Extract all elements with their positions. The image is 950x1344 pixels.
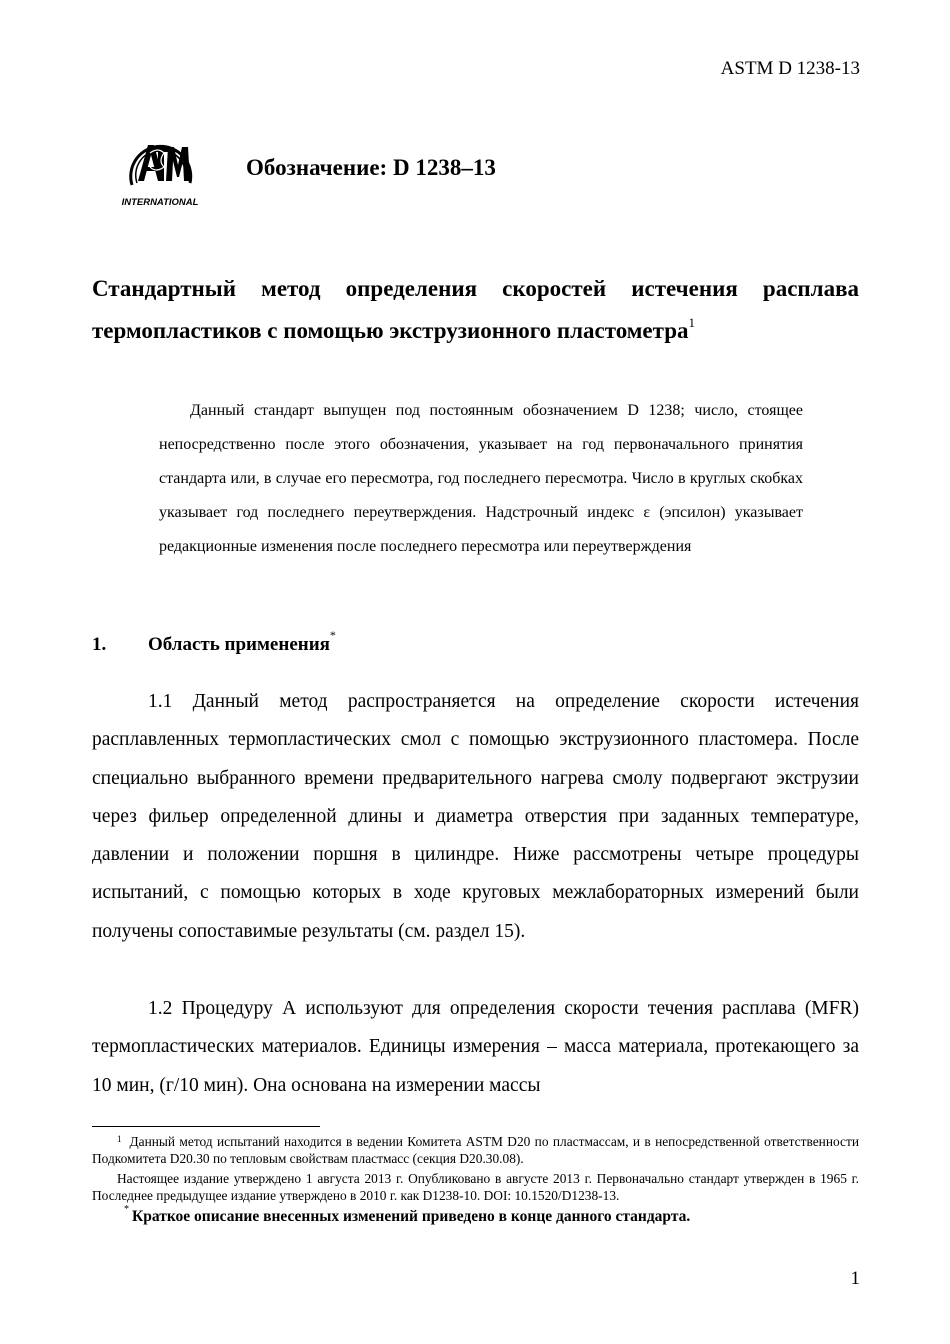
title-footnote-ref: 1 (688, 315, 695, 330)
paragraph-1-2: 1.2 Процедуру А используют для определения скорости течения расплава (MFR) термопластических материалов. Единицы измерения – масса материала, протекающего за 10 мин, (г/10 мин). Она основана на измерении массы (92, 998, 859, 1096)
title-text: Стандартный метод определения скоростей истечения расплава термопластиков с помощью экструзионного пластометра (92, 276, 859, 343)
section-title (148, 628, 336, 656)
footnote-divider (92, 1126, 320, 1127)
footnote-star (124, 1204, 859, 1226)
section-number: 1. (92, 634, 107, 655)
footnote-star-text: Краткое описание внесенных изменений приведено в конце данного стандарта. (132, 1208, 691, 1225)
paragraph-1-1: 1.1 Данный метод распространяется на определение скорости истечения расплавленных термопластических смол с помощью экструзионного пластомера. После специально выбранного времени предварительного нагрева смолу подвергают экструзии через фильер определенной длины и диаметра отверстия при заданных температуре, давлении и положении поршня в цилиндре. Ниже рассмотрены четыре процедуры испытаний, с помощью которых в ходе круговых межлабораторных измерений были получены сопоставимые результаты (см. раздел 15). (92, 691, 859, 942)
logo-text: INTERNATIONAL (121, 197, 199, 208)
footnote-1 (92, 1134, 859, 1167)
footnote-1-mark: 1 (117, 1134, 122, 1144)
section-title-text: Область применения (148, 634, 330, 655)
section-footnote-ref: * (329, 628, 336, 642)
page-number: 1 (850, 1268, 860, 1289)
footnote-1-continued: Настоящее издание утверждено 1 августа 2013 г. Опубликовано в августе 2013 г. Первоначально стандарт утвержден в 1965 г. Последнее предыдущее издание утверждено в 2010 г. как D1238-10. DOI: 10.1520/D1238-13. (92, 1171, 859, 1203)
running-head: ASTM D 1238-13 (720, 58, 860, 79)
document-title (92, 268, 859, 352)
designation: Обозначение: D 1238–13 (246, 155, 496, 180)
standard-notice: Данный стандарт выпущен под постоянным обозначением D 1238; число, стоящее непосредственно после этого обозначения, указывает на год первоначального принятия стандарта или, в случае его пересмотра, год последнего пересмотра. Число в круглых скобках указывает год последнего переутверждения. Надстрочный индекс ε (эпсилон) указывает редакционные изменения после последнего пересмотра или переутверждения (159, 402, 803, 555)
footnote-star-mark: * (124, 1204, 129, 1215)
astm-logo-icon (118, 133, 202, 209)
footnote-1-text: Данный метод испытаний находится в ведении Комитета ASTM D20 по пластмассам, и в непосредственной ответственности Подкомитета D20.30 по тепловым свойствам пластмасс (секция D20.30.08). (92, 1134, 859, 1166)
